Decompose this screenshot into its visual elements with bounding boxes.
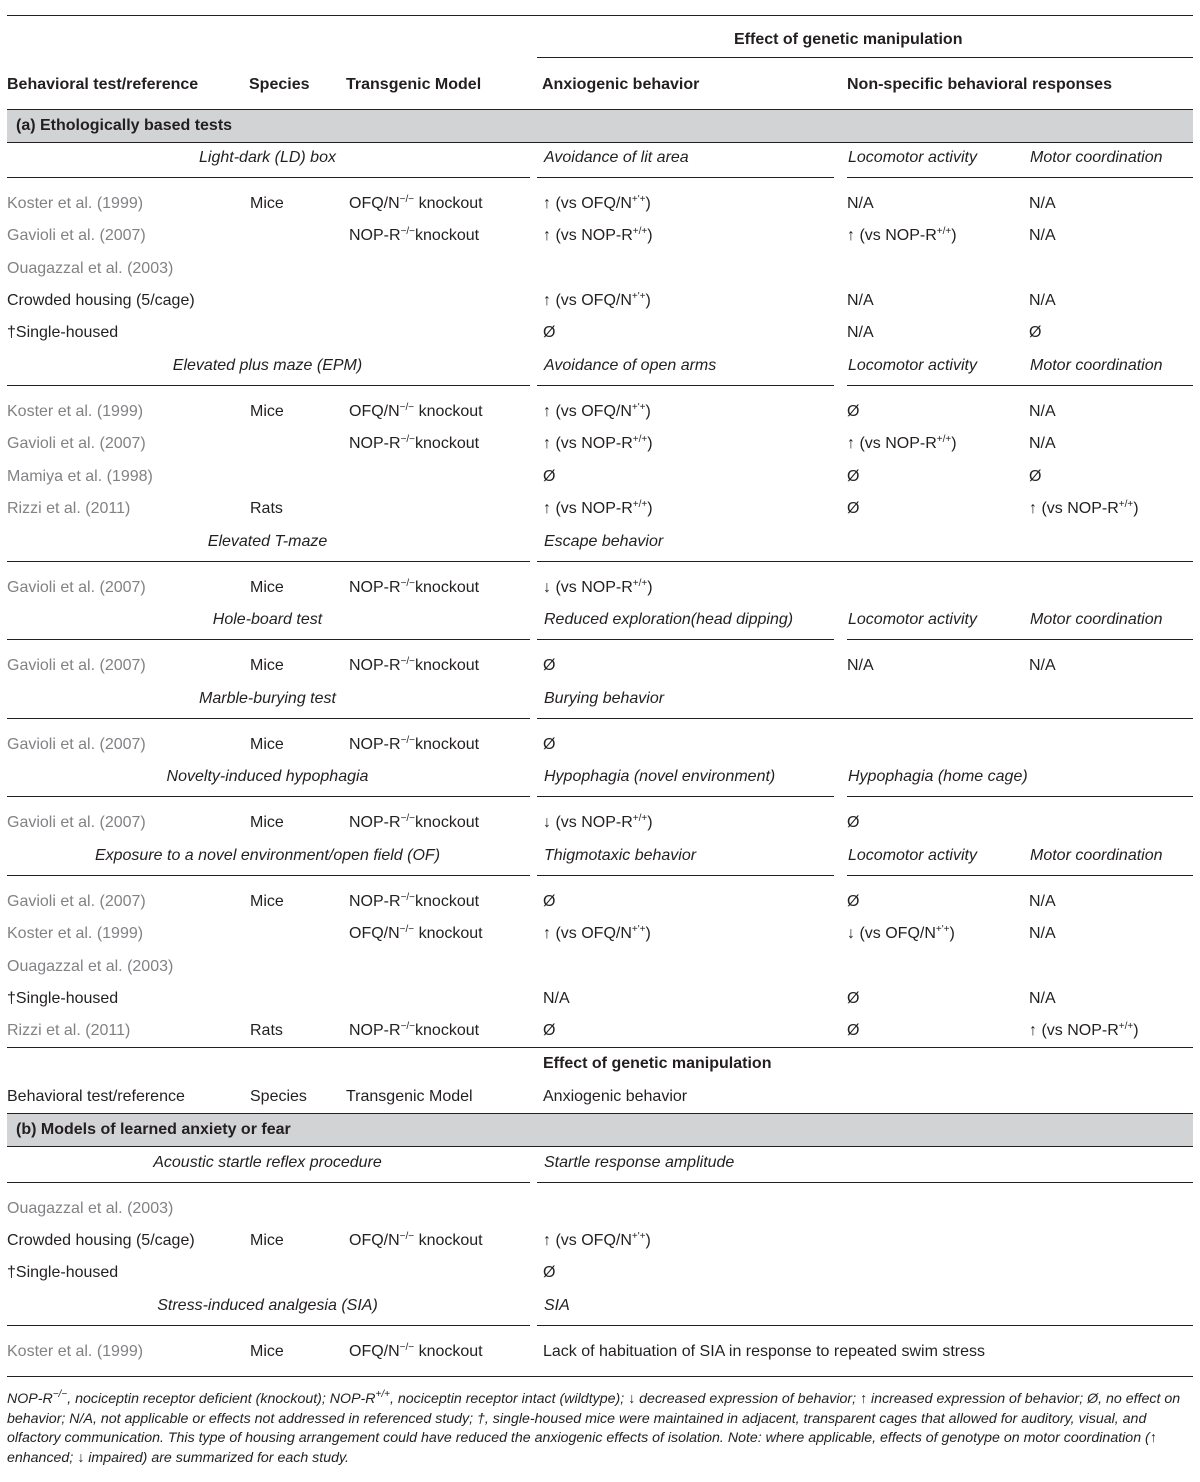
row-anxiogenic-sup: +'+: [631, 402, 646, 413]
row-anxiogenic: Ø: [543, 1264, 556, 1281]
row-reference: Gavioli et al. (2007): [7, 814, 146, 831]
col-header-model: Transgenic Model: [346, 76, 482, 93]
model-tail: knockout: [414, 403, 483, 420]
row-nonspecific-2: [1029, 493, 1139, 525]
row-transgenic-model: [349, 1336, 483, 1368]
row-reference: Ouagazzal et al. (2003): [7, 958, 174, 975]
model-base: NOP-R: [349, 736, 401, 753]
model-base: OFQ/N: [349, 1343, 400, 1360]
row-nonspecific-1-tail: ): [951, 227, 957, 244]
row-anxiogenic-base: ↑ (vs OFQ/N: [543, 403, 632, 420]
table-row: [0, 428, 1200, 460]
row-anxiogenic-tail: ): [645, 403, 651, 420]
row-transgenic-model: [349, 428, 479, 460]
measure-anxiogenic: Burying behavior: [544, 690, 665, 707]
model-tail: knockout: [414, 1232, 483, 1249]
col-header-anxiogenic: Anxiogenic behavior: [542, 76, 700, 93]
row-anxiogenic: Ø: [543, 893, 556, 910]
row-anxiogenic-base: ↑ (vs OFQ/N: [543, 925, 632, 942]
row-anxiogenic-sup: +/+: [632, 226, 648, 237]
model-sup: −/−: [400, 434, 416, 445]
row-nonspecific-2: [1029, 1015, 1139, 1047]
row-reference: †Single-housed: [7, 990, 119, 1007]
row-nonspecific-2-tail: ): [1133, 1022, 1139, 1039]
row-anxiogenic: Ø: [543, 736, 556, 753]
measure-anxiogenic: Avoidance of lit area: [544, 149, 689, 166]
row-reference: Ouagazzal et al. (2003): [7, 260, 174, 277]
row-nonspecific-2: N/A: [1029, 195, 1056, 212]
row-nonspecific-2: N/A: [1029, 990, 1056, 1007]
measure-nonspecific-1: Locomotor activity: [848, 611, 977, 628]
row-transgenic-model: [349, 807, 479, 839]
table-row: [0, 729, 1200, 761]
row-anxiogenic: [543, 807, 653, 839]
row-reference: Koster et al. (1999): [7, 195, 144, 212]
test-rule-anxio: [537, 177, 834, 178]
row-species: Mice: [250, 657, 284, 674]
table-row: [0, 188, 1200, 220]
row-nonspecific-1-tail: ): [951, 435, 957, 452]
row-nonspecific-1: [847, 428, 957, 460]
row-anxiogenic-sup: +'+: [631, 1231, 646, 1242]
subheader-b-col-model: Transgenic Model: [346, 1088, 473, 1105]
model-base: OFQ/N: [349, 403, 400, 420]
model-sup: −/−: [400, 735, 416, 746]
row-transgenic-model: [349, 729, 479, 761]
row-anxiogenic: [543, 188, 651, 220]
row-nonspecific-2-base: ↑ (vs NOP-R: [1029, 500, 1119, 517]
row-nonspecific-2: N/A: [1029, 925, 1056, 942]
model-tail: knockout: [415, 893, 480, 910]
table-row: [0, 1225, 1200, 1257]
row-anxiogenic: [543, 396, 651, 428]
model-base: OFQ/N: [349, 925, 400, 942]
row-transgenic-model: [349, 572, 479, 604]
table-row: [0, 220, 1200, 252]
table-top-rule: [7, 15, 1193, 16]
model-tail: knockout: [414, 925, 483, 942]
row-transgenic-model: [349, 220, 479, 252]
model-tail: knockout: [414, 195, 483, 212]
row-reference: †Single-housed: [7, 324, 119, 341]
row-reference: Gavioli et al. (2007): [7, 579, 146, 596]
row-reference: Gavioli et al. (2007): [7, 435, 146, 452]
measure-nonspecific-1: Locomotor activity: [848, 847, 977, 864]
row-nonspecific-2: N/A: [1029, 893, 1056, 910]
model-sup: −/−: [399, 194, 415, 205]
measure-nonspecific-2: Motor coordination: [1030, 611, 1163, 628]
row-anxiogenic-tail: ): [647, 227, 653, 244]
row-reference: Rizzi et al. (2011): [7, 1022, 131, 1039]
row-nonspecific-1: Ø: [847, 468, 860, 485]
row-anxiogenic-base: ↓ (vs NOP-R: [543, 814, 633, 831]
test-rule-anxio: [537, 385, 834, 386]
test-header-hb: [0, 604, 1200, 636]
row-anxiogenic: [543, 220, 653, 252]
row-nonspecific-2: Ø: [1029, 468, 1042, 485]
row-transgenic-model: [349, 650, 479, 682]
row-anxiogenic: Ø: [543, 468, 556, 485]
test-rule-left: [7, 561, 530, 562]
test-rule-left: [7, 177, 530, 178]
footnote-part-2: , nociceptin receptor deficient (knockout); NOP-R: [67, 1391, 376, 1407]
measure-nonspecific-1: Hypophagia (home cage): [848, 768, 1028, 785]
col-header-test: Behavioral test/reference: [7, 76, 199, 93]
group-rule: [537, 57, 1193, 58]
row-nonspecific-1-base: ↓ (vs OFQ/N: [847, 925, 936, 942]
footnote-part-1: NOP-R: [7, 1391, 53, 1407]
col-header-nonspecific: Non-specific behavioral responses: [847, 76, 1112, 93]
row-nonspecific-1: Ø: [847, 500, 860, 517]
row-reference: Rizzi et al. (2011): [7, 500, 131, 517]
row-nonspecific-1: N/A: [847, 195, 874, 212]
row-reference: Crowded housing (5/cage): [7, 292, 195, 309]
row-anxiogenic-base: ↑ (vs NOP-R: [543, 227, 633, 244]
table-row: [0, 396, 1200, 428]
measure-nonspecific-2: Motor coordination: [1030, 847, 1163, 864]
test-rule-nonspec: [847, 385, 1193, 386]
row-transgenic-model: [349, 396, 483, 428]
test-rule-left: [7, 718, 530, 719]
test-rule-nonspec: [847, 177, 1193, 178]
row-anxiogenic-sup: +'+: [631, 194, 646, 205]
model-tail: knockout: [415, 579, 480, 596]
table-row: [0, 650, 1200, 682]
table-row: [0, 951, 1200, 983]
row-nonspecific-2: N/A: [1029, 403, 1056, 420]
row-reference: Gavioli et al. (2007): [7, 736, 146, 753]
row-anxiogenic-tail: ): [645, 292, 651, 309]
test-name: Elevated plus maze (EPM): [172, 357, 363, 374]
model-sup: −/−: [399, 1342, 415, 1353]
measure-nonspecific-1: Locomotor activity: [848, 149, 977, 166]
test-header-etm: [0, 526, 1200, 558]
model-base: NOP-R: [349, 435, 401, 452]
test-header-nih: [0, 761, 1200, 793]
row-anxiogenic-base: ↑ (vs NOP-R: [543, 500, 633, 517]
test-rule-anxio: [537, 639, 834, 640]
row-anxiogenic-sup: +/+: [632, 434, 648, 445]
row-transgenic-model: [349, 1015, 479, 1047]
model-base: NOP-R: [349, 814, 401, 831]
row-anxiogenic-base: ↑ (vs NOP-R: [543, 435, 633, 452]
test-rule-nonspec: [847, 796, 1193, 797]
test-rule-anxio: [537, 796, 834, 797]
row-nonspecific-1-sup: +/+: [936, 434, 952, 445]
model-base: NOP-R: [349, 1022, 401, 1039]
row-anxiogenic-tail: ): [645, 925, 651, 942]
row-nonspecific-2-tail: ): [1133, 500, 1139, 517]
model-tail: knockout: [415, 814, 480, 831]
measure-anxiogenic: Thigmotaxic behavior: [544, 847, 697, 864]
section-a-band: [7, 109, 1193, 143]
model-sup: −/−: [399, 924, 415, 935]
test-rule-right: [537, 1182, 1193, 1183]
test-rule-right: [537, 561, 1193, 562]
row-anxiogenic: [543, 1225, 651, 1257]
row-anxiogenic: [543, 428, 653, 460]
section-b-title: (b) Models of learned anxiety or fear: [16, 1121, 291, 1138]
test-name: Marble-burying test: [199, 690, 336, 707]
row-reference: Mamiya et al. (1998): [7, 468, 153, 485]
measure-anxiogenic: Startle response amplitude: [544, 1154, 735, 1171]
row-anxiogenic-tail: ): [647, 500, 653, 517]
row-species: Mice: [250, 1232, 284, 1249]
table-row: [0, 572, 1200, 604]
test-header-epm: [0, 350, 1200, 382]
row-anxiogenic: N/A: [543, 990, 570, 1007]
measure-anxiogenic: Avoidance of open arms: [544, 357, 717, 374]
row-nonspecific-1: Ø: [847, 1022, 860, 1039]
test-header-asr: [0, 1147, 1200, 1179]
model-tail: knockout: [414, 1343, 483, 1360]
row-nonspecific-1-sup: +/+: [936, 226, 952, 237]
model-base: NOP-R: [349, 227, 401, 244]
row-reference: Ouagazzal et al. (2003): [7, 1200, 174, 1217]
row-species: Mice: [250, 579, 284, 596]
table-row: [0, 1015, 1200, 1047]
measure-nonspecific-2: Motor coordination: [1030, 149, 1163, 166]
row-nonspecific-2-sup: +/+: [1118, 1021, 1134, 1032]
row-reference: Gavioli et al. (2007): [7, 657, 146, 674]
row-anxiogenic-sup: +/+: [632, 813, 648, 824]
test-rule-nonspec: [847, 875, 1193, 876]
row-anxiogenic-sup: +'+: [631, 291, 646, 302]
measure-nonspecific-1: Locomotor activity: [848, 357, 977, 374]
test-name: Hole-board test: [212, 611, 323, 628]
model-sup: −/−: [399, 1231, 415, 1242]
row-anxiogenic: Lack of habituation of SIA in response to repeated swim stress: [543, 1343, 986, 1360]
row-nonspecific-1: Ø: [847, 403, 860, 420]
row-transgenic-model: [349, 188, 483, 220]
model-tail: knockout: [415, 435, 480, 452]
test-name: Stress-induced analgesia (SIA): [157, 1297, 378, 1314]
row-anxiogenic: Ø: [543, 324, 556, 341]
row-reference: †Single-housed: [7, 1264, 119, 1281]
row-anxiogenic-tail: ): [645, 1232, 651, 1249]
section-a-title: (a) Ethologically based tests: [16, 117, 233, 134]
row-reference: Crowded housing (5/cage): [7, 1232, 195, 1249]
test-header-mb: [0, 683, 1200, 715]
row-anxiogenic-tail: ): [647, 579, 653, 596]
table-row: [0, 461, 1200, 493]
table-footnote: [7, 1390, 1193, 1468]
row-nonspecific-1-tail: ): [949, 925, 955, 942]
row-anxiogenic-base: ↑ (vs OFQ/N: [543, 292, 632, 309]
test-header-ld: [0, 142, 1200, 174]
test-rule-anxio: [537, 875, 834, 876]
header-row: [0, 69, 1200, 101]
table-bottom-rule: [7, 1376, 1193, 1377]
table-row: [0, 918, 1200, 950]
row-anxiogenic: Ø: [543, 1022, 556, 1039]
subheader-b-group-label: Effect of genetic manipulation: [543, 1055, 772, 1072]
row-anxiogenic-tail: ): [647, 435, 653, 452]
row-species: Mice: [250, 403, 284, 420]
row-nonspecific-1-base: ↑ (vs NOP-R: [847, 435, 937, 452]
test-rule-left: [7, 1182, 530, 1183]
measure-anxiogenic: Escape behavior: [544, 533, 664, 550]
table-row: [0, 1257, 1200, 1289]
row-anxiogenic: [543, 493, 653, 525]
row-nonspecific-1: N/A: [847, 657, 874, 674]
row-nonspecific-1: [847, 220, 957, 252]
model-tail: knockout: [415, 657, 480, 674]
row-anxiogenic-sup: +/+: [632, 499, 648, 510]
test-header-sia: [0, 1290, 1200, 1322]
test-header-of: [0, 840, 1200, 872]
row-species: Rats: [250, 500, 283, 517]
header-group-row: [0, 24, 1200, 56]
model-sup: −/−: [400, 892, 416, 903]
row-reference: Koster et al. (1999): [7, 925, 144, 942]
row-nonspecific-2: Ø: [1029, 324, 1042, 341]
test-rule-left: [7, 1325, 530, 1326]
test-rule-nonspec: [847, 639, 1193, 640]
model-base: NOP-R: [349, 657, 401, 674]
row-nonspecific-2-base: ↑ (vs NOP-R: [1029, 1022, 1119, 1039]
row-reference: Koster et al. (1999): [7, 403, 144, 420]
row-transgenic-model: [349, 886, 479, 918]
row-nonspecific-2: N/A: [1029, 227, 1056, 244]
test-rule-right: [537, 718, 1193, 719]
test-rule-left: [7, 639, 530, 640]
measure-anxiogenic: Reduced exploration(head dipping): [544, 611, 794, 628]
row-anxiogenic-base: ↑ (vs OFQ/N: [543, 195, 632, 212]
table-row: [0, 886, 1200, 918]
row-nonspecific-1: Ø: [847, 814, 860, 831]
test-rule-right: [537, 1325, 1193, 1326]
row-nonspecific-2-sup: +/+: [1118, 499, 1134, 510]
table-row: [0, 1336, 1200, 1368]
row-nonspecific-1: Ø: [847, 990, 860, 1007]
row-anxiogenic-tail: ): [645, 195, 651, 212]
section-b-band: [7, 1113, 1193, 1147]
model-tail: knockout: [415, 227, 480, 244]
row-reference: Koster et al. (1999): [7, 1343, 144, 1360]
model-sup: −/−: [400, 1021, 416, 1032]
test-name: Elevated T-maze: [207, 533, 328, 550]
subheader-b-col-species: Species: [250, 1088, 307, 1105]
row-species: Rats: [250, 1022, 283, 1039]
test-name: Exposure to a novel environment/open field (OF): [94, 847, 441, 864]
measure-anxiogenic: SIA: [544, 1297, 570, 1314]
row-nonspecific-2: N/A: [1029, 292, 1056, 309]
row-nonspecific-2: N/A: [1029, 435, 1056, 452]
row-transgenic-model: [349, 918, 483, 950]
table-row: [0, 1193, 1200, 1225]
test-name: Acoustic startle reflex procedure: [153, 1154, 382, 1171]
row-anxiogenic-sup: +'+: [631, 924, 646, 935]
row-species: Mice: [250, 893, 284, 910]
row-anxiogenic-base: ↓ (vs NOP-R: [543, 579, 633, 596]
model-sup: −/−: [400, 226, 416, 237]
row-nonspecific-1-base: ↑ (vs NOP-R: [847, 227, 937, 244]
model-sup: −/−: [400, 656, 416, 667]
row-reference: Gavioli et al. (2007): [7, 227, 146, 244]
table-row: [0, 807, 1200, 839]
test-name: Light-dark (LD) box: [199, 149, 336, 166]
table-row: [0, 493, 1200, 525]
model-base: OFQ/N: [349, 1232, 400, 1249]
test-rule-left: [7, 796, 530, 797]
row-anxiogenic: [543, 572, 653, 604]
measure-nonspecific-2: Motor coordination: [1030, 357, 1163, 374]
row-anxiogenic: Ø: [543, 657, 556, 674]
row-anxiogenic-tail: ): [647, 814, 653, 831]
row-species: Mice: [250, 814, 284, 831]
row-transgenic-model: [349, 1225, 483, 1257]
subheader-b-group-row: [0, 1048, 1200, 1080]
row-anxiogenic-base: ↑ (vs OFQ/N: [543, 1232, 632, 1249]
row-species: Mice: [250, 736, 284, 753]
row-species: Mice: [250, 1343, 284, 1360]
footnote-sup-2: +/+: [375, 1389, 390, 1400]
table-row: [0, 983, 1200, 1015]
measure-anxiogenic: Hypophagia (novel environment): [544, 768, 776, 785]
row-reference: Gavioli et al. (2007): [7, 893, 146, 910]
row-anxiogenic-sup: +/+: [632, 578, 648, 589]
model-sup: −/−: [400, 578, 416, 589]
row-nonspecific-2: N/A: [1029, 657, 1056, 674]
table-row: [0, 317, 1200, 349]
row-nonspecific-1: [847, 918, 955, 950]
footnote-part-3: , nociceptin receptor intact (wildtype); ↓ decreased expression of behavior; ↑ increased expression of behavior; Ø, no effect on behavior; N/A, not applicable or effects not addressed in referenced study; †, single-housed mice were maintained in adjacent, transparent cages that allowed for auditory, visual, and olfactory communication. This type of housing arrangement could have reduced the anxiogenic effects of isolation. Note: where applicable, effects of genotype on motor coordination (↑ enhanced; ↓ impaired) are summarized for each study.: [7, 1391, 1181, 1466]
model-sup: −/−: [399, 402, 415, 413]
model-base: OFQ/N: [349, 195, 400, 212]
footnote-sup-1: −/−: [52, 1389, 68, 1400]
model-base: NOP-R: [349, 579, 401, 596]
subheader-b-col-anxiogenic: Anxiogenic behavior: [543, 1088, 688, 1105]
test-rule-left: [7, 385, 530, 386]
test-name: Novelty-induced hypophagia: [166, 768, 369, 785]
table-row: [0, 285, 1200, 317]
model-base: NOP-R: [349, 893, 401, 910]
row-nonspecific-1-sup: +'+: [935, 924, 950, 935]
row-anxiogenic: [543, 918, 651, 950]
row-anxiogenic: [543, 285, 651, 317]
col-header-species: Species: [249, 76, 310, 93]
model-tail: knockout: [415, 736, 480, 753]
row-nonspecific-1: N/A: [847, 292, 874, 309]
table-row: [0, 253, 1200, 285]
row-nonspecific-1: Ø: [847, 893, 860, 910]
model-tail: knockout: [415, 1022, 480, 1039]
row-species: Mice: [250, 195, 284, 212]
model-sup: −/−: [400, 813, 416, 824]
header-group-label: Effect of genetic manipulation: [734, 31, 963, 48]
test-rule-left: [7, 875, 530, 876]
row-nonspecific-1: N/A: [847, 324, 874, 341]
subheader-b-col-test: Behavioral test/reference: [7, 1088, 185, 1105]
subheader-b-row: [0, 1081, 1200, 1113]
